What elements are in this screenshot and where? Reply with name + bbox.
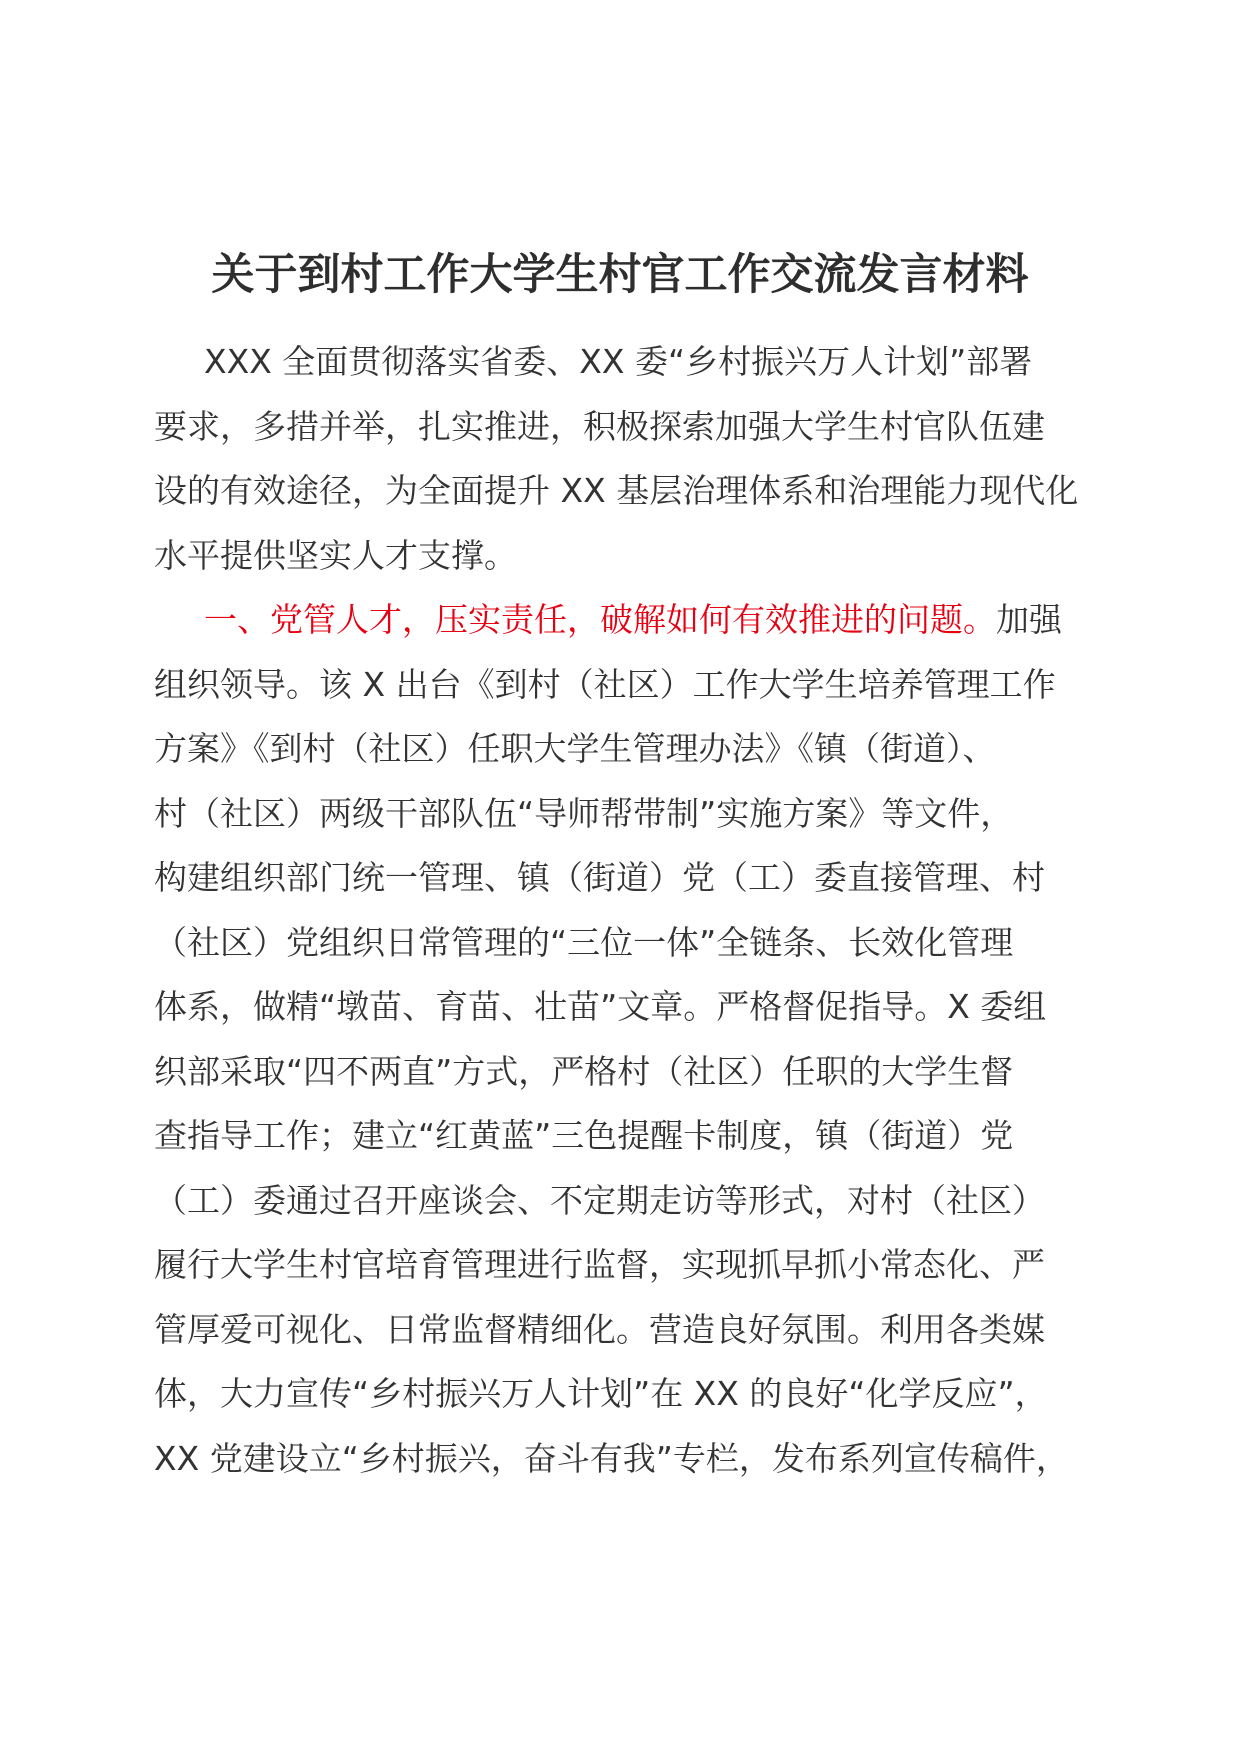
paragraph-line: 村（社区）两级干部队伍“导师帮带制”实施方案》等文件， — [154, 793, 1014, 833]
document-title: 关于到村工作大学生村官工作交流发言材料 — [211, 250, 1029, 300]
paragraph-line: （工）委通过召开座谈会、不定期走访等形式，对村（社区） — [154, 1180, 1045, 1220]
paragraph-line: 体系，做精“墩苗、育苗、壮苗”文章。严格督促指导。X 委组 — [154, 987, 1047, 1026]
paragraph-line: 查指导工作；建立“红黄蓝”三色提醒卡制度，镇（街道）党 — [154, 1116, 1014, 1155]
paragraph-line: 方案》《到村（社区）任职大学生管理办法》《镇（街道）、 — [154, 729, 996, 768]
paragraph-line: 设的有效途径，为全面提升 XX 基层治理体系和治理能力现代化 — [154, 471, 1079, 510]
paragraph-line: 体，大力宣传“乡村振兴万人计划”在 XX 的良好“化学反应”， — [154, 1374, 1048, 1413]
paragraph-line: 要求，多措并举，扎实推进，积极探索加强大学生村官队伍建 — [154, 406, 1045, 446]
paragraph-line — [154, 588, 1114, 653]
paragraph-line: 管厚爱可视化、日常监督精细化。营造良好氛围。利用各类媒 — [154, 1309, 1045, 1349]
paragraph-line: 构建组织部门统一管理、镇（街道）党（工）委直接管理、村 — [154, 858, 1045, 897]
paragraph-line: XX 党建设立“乡村振兴，奋斗有我”专栏，发布系列宣传稿件， — [154, 1438, 1069, 1478]
paragraph-line: 组织领导。该 X 出台《到村（社区）工作大学生培养管理工作 — [154, 664, 1056, 704]
section-heading: 一、党管人才，压实责任，破解如何有效推进的问题。 — [204, 600, 996, 639]
paragraph-line: 织部采取“四不两直”方式，严格村（社区）任职的大学生督 — [154, 1051, 1014, 1091]
paragraph-line: 履行大学生村官培育管理进行监督，实现抓早抓小常态化、严 — [154, 1245, 1045, 1284]
paragraph-section-one — [154, 588, 1114, 1491]
paragraph-line: XXX 全面贯彻落实省委、XX 委“乡村振兴万人计划”部署 — [204, 342, 1033, 381]
section-heading-continuation: 加强 — [996, 600, 1062, 639]
paragraph-line: 水平提供坚实人才支撑。 — [154, 535, 517, 575]
document-body — [154, 330, 1114, 1491]
paragraph-intro — [154, 330, 1114, 588]
paragraph-line: （社区）党组织日常管理的“三位一体”全链条、长效化管理 — [154, 922, 1014, 962]
